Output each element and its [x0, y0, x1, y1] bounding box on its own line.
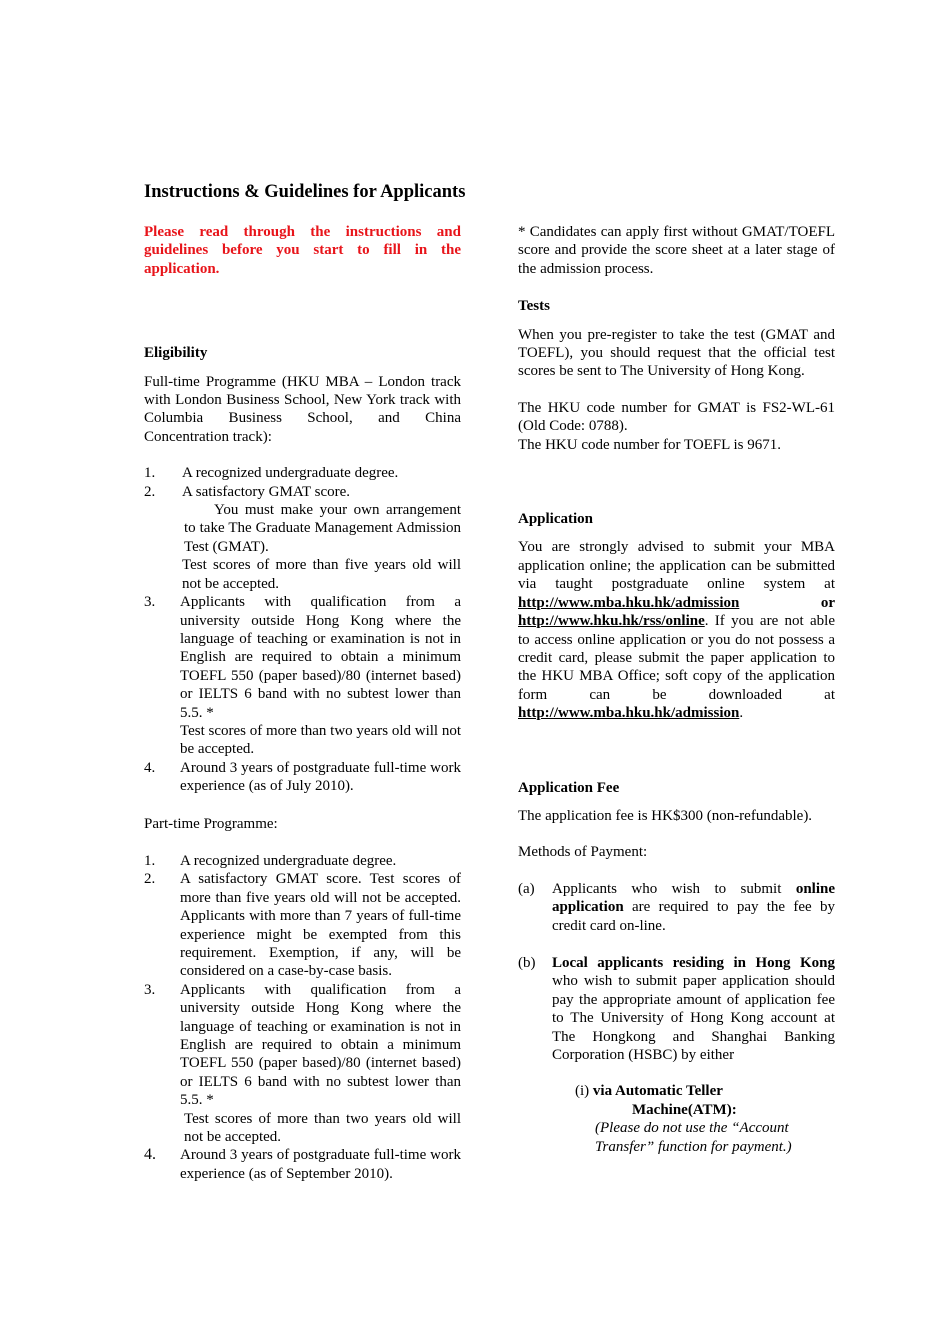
- list-item: 4. Around 3 years of postgraduate full-time work experience (as of September 2010).: [144, 1146, 461, 1182]
- payment-option-local: (b) Local applicants residing in Hong Kong who wish to submit paper application should pay the appropriate amount of application fee to The University of Hong Kong account at The Hongkong and Shanghai Banking Corporation (HSBC) by either: [518, 954, 835, 1063]
- fulltime-intro: Full-time Programme (HKU MBA – London track with London Business School, New York track with Columbia Business School, and China Concentration track):: [144, 373, 461, 445]
- list-item: 1. A recognized undergraduate degree.: [144, 465, 399, 482]
- toefl-code: The HKU code number for TOEFL is 9671.: [518, 436, 782, 453]
- list-item: 2. A satisfactory GMAT score. You must make your own arrangement to take The Graduate Management Admission Test (GMAT). Test scores of more than five years old will not be accepted.: [144, 483, 461, 592]
- rss-online-link[interactable]: http://www.hku.hk/rss/online: [518, 613, 705, 630]
- gmat-arrangement-note: You must make your own arrangement to take The Graduate Management Admission Test (GMAT).: [184, 502, 461, 555]
- payment-methods-label: Methods of Payment:: [518, 844, 648, 861]
- application-heading: Application: [518, 511, 594, 528]
- atm-payment-option: (i) via Automatic Teller Machine(ATM): (Please do not use the “Account Transfer” function for payment.): [518, 1082, 835, 1156]
- fulltime-requirements-list: [144, 464, 461, 795]
- application-fee-heading: Application Fee: [518, 779, 620, 796]
- list-item: 2. A satisfactory GMAT score. Test scores of more than five years old will not be accepted. Applicants with more than 7 years of full-time experience might be exempted from this requirement. Exemption, if any, will be considered on a case-by-case basis.: [144, 871, 461, 980]
- tests-paragraph: When you pre-register to take the test (GMAT and TOEFL), you should request that the official test scores be sent to The University of Hong Kong.: [518, 326, 835, 380]
- toefl-validity-note: Test scores of more than two years old will not be accepted.: [180, 722, 461, 758]
- list-item: 3. Applicants with qualification from a university outside Hong Kong where the language of teaching or examination is not in English are required to obtain a minimum TOEFL 550 (paper based)/80 (internet based) or IELTS 6 band with no subtest lower than 5.5. * Test scores of more than two years old will not be accepted.: [144, 981, 461, 1146]
- list-item: 4. Around 3 years of postgraduate full-time work experience (as of July 2010).: [144, 759, 461, 795]
- notice-text: Please read through the instructions and guidelines before you start to fill in the application.: [144, 224, 461, 277]
- mba-admission-link[interactable]: http://www.mba.hku.hk/admission: [518, 594, 740, 611]
- gmat-code: The HKU code number for GMAT is FS2-WL-61 (Old Code: 0788).: [518, 399, 835, 435]
- score-note: * Candidates can apply first without GMAT/TOEFL score and provide the score sheet at a later stage of the admission process.: [518, 224, 835, 277]
- fee-amount: The application fee is HK$300 (non-refundable).: [518, 807, 813, 824]
- left-column: [144, 223, 461, 1183]
- parttime-intro: Part-time Programme:: [144, 815, 278, 832]
- tests-heading: Tests: [518, 298, 550, 315]
- gmat-validity-note: Test scores of more than five years old will not be accepted.: [182, 557, 461, 592]
- list-item: 3. Applicants with qualification from a university outside Hong Kong where the language of teaching or examination is not in English are required to obtain a minimum TOEFL 550 (paper based)/80 (internet based) or IELTS 6 band with no subtest lower than 5.5. * Test scores of more than two years old will not be accepted.: [144, 594, 461, 758]
- list-item: 1. A recognized undergraduate degree.: [144, 852, 397, 869]
- mba-admission-download-link[interactable]: http://www.mba.hku.hk/admission: [518, 705, 740, 722]
- payment-option-online: (a) Applicants who wish to submit online application are required to pay the fee by credit card on-line.: [518, 880, 835, 934]
- page-title: Instructions & Guidelines for Applicants: [144, 182, 466, 202]
- right-column: [518, 223, 835, 1156]
- toefl-validity-note: Test scores of more than two years old will not be accepted.: [184, 1110, 461, 1146]
- eligibility-heading: Eligibility: [144, 345, 208, 362]
- application-paragraph: You are strongly advised to submit your MBA application online; the application can be submitted via taught postgraduate online system at http://www.mba.hku.hk/admission or http://www.hku.hk/rss/online. If you are not able to access online application or you do not possess a credit card, please submit the paper application to the HKU MBA Office; soft copy of the application form can be downloaded at http://www.mba.hku.hk/admission.: [518, 539, 835, 722]
- atm-note: (Please do not use the “Account Transfer” function for payment.): [595, 1120, 792, 1155]
- parttime-requirements-list: [144, 852, 461, 1183]
